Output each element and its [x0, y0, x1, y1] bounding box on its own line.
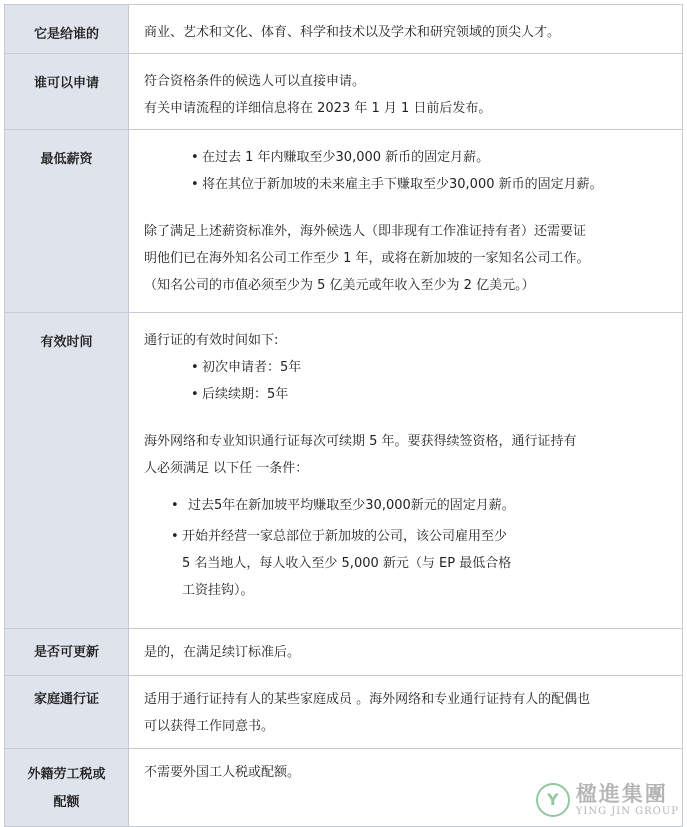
row-header: 它是给谁的 — [5, 5, 129, 53]
table-row — [4, 5, 683, 54]
table-row — [4, 629, 683, 676]
row-header: 谁可以申请 — [5, 54, 129, 129]
logo-mark-icon: Y — [536, 783, 570, 817]
text-line: （知名公司的市值必须至少为 5 亿美元或年收入至少为 2 亿美元。） — [144, 278, 535, 293]
info-table — [4, 4, 683, 827]
text-line: 通行证的有效时间如下: — [144, 333, 279, 348]
text-line: 有关申请流程的详细信息将在 2023 年 1 月 1 日前后发布。 — [144, 101, 492, 116]
row-content — [129, 130, 682, 312]
bullet-list — [144, 492, 668, 604]
text-line: 是的，在满足续订标准后。 — [144, 645, 301, 660]
row-content — [129, 313, 682, 628]
bullet-list — [144, 354, 668, 408]
row-content — [129, 629, 682, 675]
text-line: 商业、艺术和文化、体育、科学和技术以及学术和研究领域的顶尖人才。 — [144, 25, 561, 40]
table-row — [4, 130, 683, 313]
text-line: 适用于通行证持有人的某些家庭成员 。海外网络和专业通行证持有人的配偶也 — [144, 692, 591, 707]
list-item — [182, 492, 668, 519]
header-line: 配额 — [53, 795, 80, 810]
company-logo — [536, 782, 679, 817]
text-line: • 过去5年在新加坡平均赚取至少30,000新元的固定月薪。 — [188, 498, 515, 513]
text-line: 可以获得工作同意书。 — [144, 719, 275, 734]
row-content — [129, 676, 682, 748]
list-item — [182, 523, 668, 604]
text-line: 海外网络和专业知识通行证每次可续期 5 年。要获得续签资格，通行证持有 — [144, 434, 577, 449]
row-content — [129, 54, 682, 129]
list-item: • 后续续期：5年 — [202, 381, 668, 408]
logo-name-en: YING JIN GROUP — [575, 806, 679, 817]
text-line: 工资挂钩）。 — [182, 583, 254, 598]
text-line: 人必须满足 以下任 一条件： — [144, 461, 309, 476]
table-row — [4, 54, 683, 130]
list-item: • 初次申请者：5年 — [202, 354, 668, 381]
list-item: • 将在其位于新加坡的未来雇主手下赚取至少30,000 新币的固定月薪。 — [202, 171, 668, 198]
table-row — [4, 676, 683, 749]
row-header: 家庭通行证 — [5, 676, 129, 748]
list-item: • 在过去 1 年内赚取至少30,000 新币的固定月薪。 — [202, 144, 668, 171]
text-line: 符合资格条件的候选人可以直接申请。 — [144, 74, 366, 89]
row-content — [129, 5, 682, 53]
row-header: 有效时间 — [5, 313, 129, 628]
text-line: • 开始并经营一家总部位于新加坡的公司，该公司雇用至少 — [182, 529, 508, 544]
text-line: 明他们已在海外知名公司工作至少 1 年，或将在新加坡的一家知名公司工作。 — [144, 251, 590, 266]
text-line: 除了满足上述薪资标准外，海外候选人（即非现有工作准证持有者）还需要证 — [144, 224, 587, 239]
text-line: 不需要外国工人税或配额。 — [144, 765, 301, 780]
header-line: 外籍劳工税或 — [27, 767, 106, 782]
row-header: 最低薪资 — [5, 130, 129, 312]
table-row — [4, 313, 683, 629]
logo-name-cn: 楹進集團 — [575, 781, 668, 806]
row-header — [5, 749, 129, 826]
row-header: 是否可更新 — [5, 629, 129, 675]
text-line: 5 名当地人，每人收入至少 5,000 新元（与 EP 最低合格 — [182, 556, 512, 571]
logo-text — [576, 782, 679, 817]
bullet-list — [144, 144, 668, 198]
